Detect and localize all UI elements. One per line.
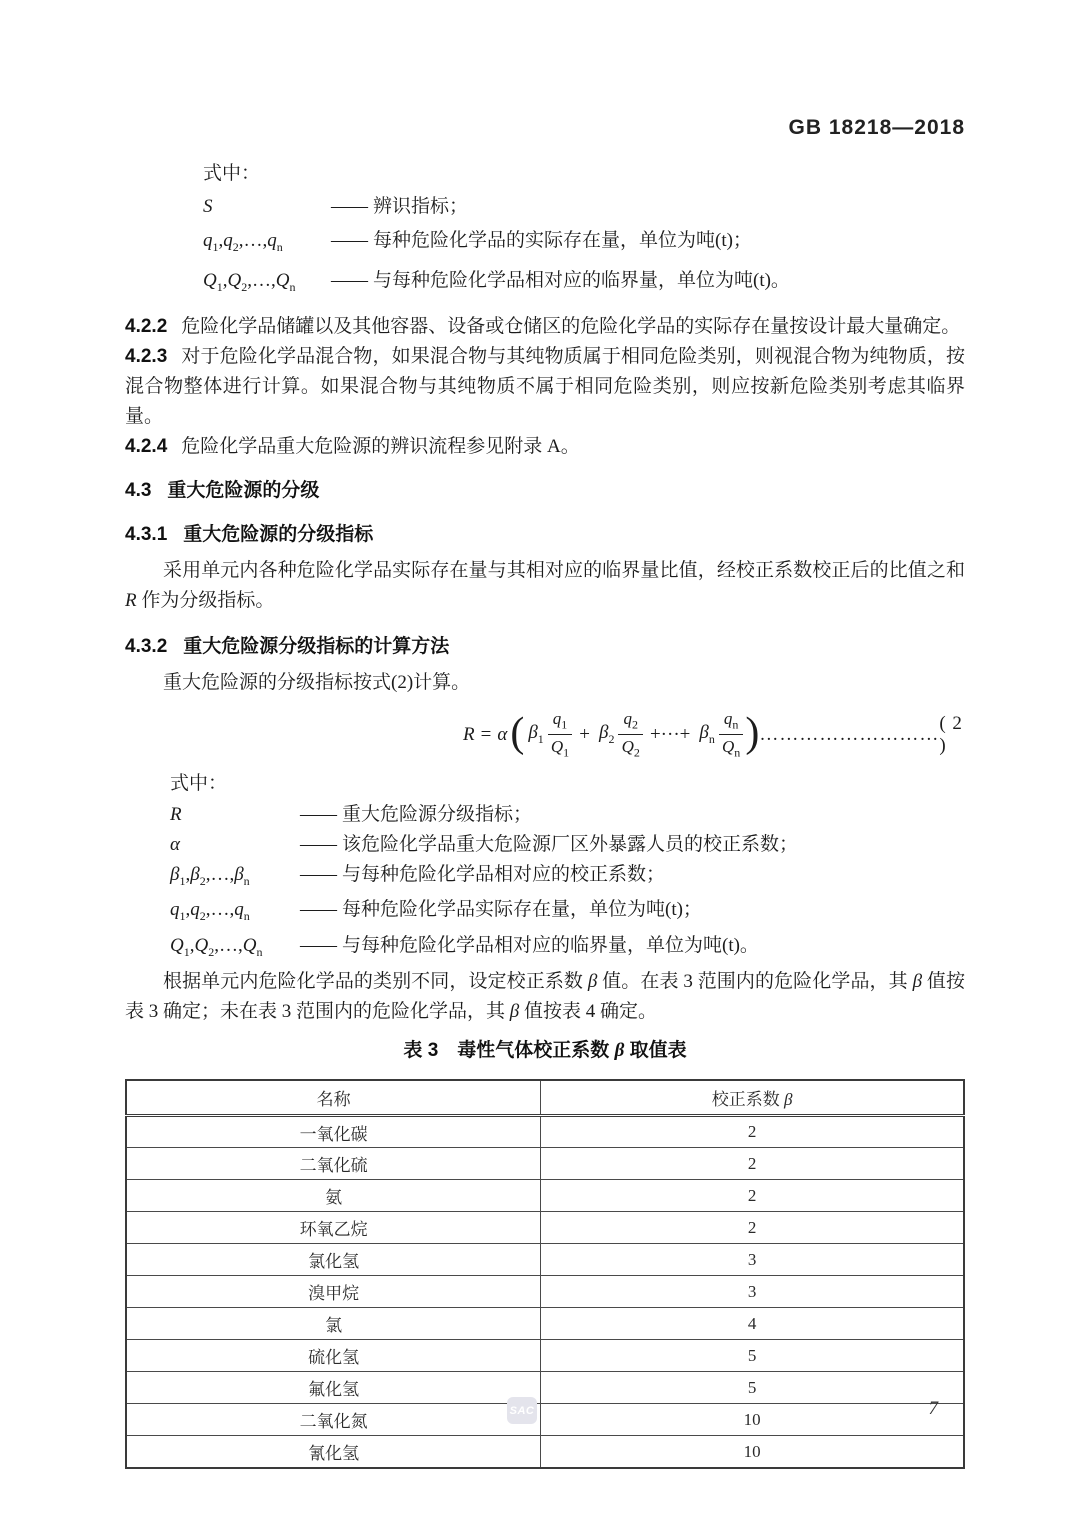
section-heading-4-3-2 (125, 634, 965, 660)
clauses-4-2 (125, 312, 965, 462)
fraction-denominator: $Q_2$ (621, 737, 640, 760)
eq-alpha: α (497, 723, 508, 745)
symbol-definition: 重大危险源分级指标； (342, 803, 533, 825)
symbol-list-2-label: 式中： (170, 772, 228, 794)
chemical-name-cell: 二氧化氮 (126, 1404, 541, 1436)
eq-equals: = (480, 723, 492, 745)
symbol-definition: 与每种危险化学品相对应的临界量，单位为吨(t)。 (373, 269, 790, 291)
equation-number: ( 2 ) (939, 712, 963, 756)
symbol-definition-row (203, 190, 965, 224)
standard-code-header (125, 116, 965, 140)
table3-col-name: 名称 (126, 1080, 541, 1116)
symbol-definition-row (170, 931, 965, 967)
chemical-name-cell: 氯 (126, 1308, 541, 1340)
symbol-definition-row (170, 830, 965, 860)
clause-text: 对于危险化学品混合物，如果混合物与其纯物质属于相同危险类别，则视混合物为纯物质，按混合物整体进行计算。如果混合物与其纯物质不属于相同危险类别，则应按新危险类别考虑其临界量。 (125, 345, 965, 427)
section-title: 重大危险源的分级 (167, 479, 320, 501)
definition-dash: —— (331, 269, 367, 291)
beta-value-cell: 5 (541, 1340, 964, 1372)
symbol-definition: 该危险化学品重大危险源厂区外暴露人员的校正系数； (342, 833, 799, 855)
symbol-list-1-rows (203, 190, 965, 304)
page-number: 7 (928, 1398, 938, 1419)
chemical-name-cell: 氟化氢 (126, 1372, 541, 1404)
eq-plus-1: + (579, 723, 590, 745)
table-row (126, 1372, 964, 1404)
chemical-name-cell: 氨 (126, 1180, 541, 1212)
clause-number: 4.2.4 (125, 435, 168, 457)
definition-dash: —— (300, 833, 336, 855)
table-row (126, 1212, 964, 1244)
section-number: 4.3.2 (125, 635, 168, 657)
chemical-name-cell: 溴甲烷 (126, 1276, 541, 1308)
symbol-term: α (170, 833, 180, 855)
symbol-definition: 辨识指标； (373, 196, 469, 217)
table3-caption: 表 3 毒性气体校正系数 β 取值表 (403, 1039, 687, 1061)
table3 (125, 1079, 965, 1469)
symbol-term: $Q_1,Q_2,\dots,Q_n$ (203, 269, 296, 294)
equation-2 (460, 709, 759, 760)
definition-dash: —— (300, 863, 336, 885)
beta-value-cell: 4 (541, 1308, 964, 1340)
section-heading-4-3-1 (125, 522, 965, 548)
eq-fraction-2 (618, 709, 643, 760)
eq-plus-2: +···+ (649, 723, 691, 745)
standard-code: GB 18218—2018 (788, 116, 965, 139)
table3-header-row (126, 1080, 964, 1116)
beta-paragraph: 根据单元内危险化学品的类别不同，设定校正系数 β 值。在表 3 范围内的危险化学品，其 β 值按表 3 确定；未在表 3 范围内的危险化学品，其 β 值按表 4 确定。 (125, 970, 965, 1022)
clause-paragraph (125, 342, 965, 432)
symbol-definition: 与每种危险化学品相对应的临界量，单位为吨(t)。 (342, 935, 759, 957)
section-number: 4.3.1 (125, 523, 168, 545)
symbol-list-1-label: 式中： (203, 163, 261, 184)
symbol-term: $\beta_1,\beta_2,\dots,\beta_n$ (170, 863, 250, 888)
symbol-list-1 (125, 158, 965, 304)
table-row (126, 1276, 964, 1308)
table-row (126, 1436, 964, 1468)
leader-dots: ……………………… (759, 723, 940, 745)
chemical-name-cell: 二氧化硫 (126, 1148, 541, 1180)
fraction-denominator: $Q_n$ (721, 737, 741, 760)
symbol-definition: 与每种危险化学品相对应的校正系数； (342, 863, 666, 885)
fraction-numerator: $q_2$ (618, 709, 643, 735)
table-row (126, 1116, 964, 1148)
beta-value-cell: 10 (541, 1436, 964, 1468)
eq-coef-2: $\beta_2$ (599, 722, 615, 746)
table3-body (126, 1116, 964, 1468)
beta-value-cell: 2 (541, 1180, 964, 1212)
eq-fraction-n (719, 709, 744, 760)
symbol-term: S (203, 196, 213, 217)
definition-dash: —— (300, 803, 336, 825)
symbol-term: R (170, 803, 182, 825)
symbol-definition: 每种危险化学品实际存在量，单位为吨(t)； (342, 899, 702, 921)
clause-text: 危险化学品储罐以及其他容器、设备或仓储区的危险化学品的实际存在量按设计最大量确定。 (181, 315, 961, 337)
fraction-numerator: $q_n$ (719, 709, 744, 735)
beta-value-cell: 3 (541, 1276, 964, 1308)
symbol-definition-row (170, 895, 965, 931)
clause-text: 危险化学品重大危险源的辨识流程参见附录 A。 (181, 435, 580, 457)
chemical-name-cell: 氰化氢 (126, 1436, 541, 1468)
close-paren: ) (745, 709, 760, 756)
table-row (126, 1340, 964, 1372)
eq-lhs: R (463, 723, 475, 745)
equation-leader (759, 713, 965, 757)
table-row (126, 1404, 964, 1436)
section-title: 重大危险源的分级指标 (183, 523, 374, 545)
table-row (126, 1148, 964, 1180)
fraction-numerator: $q_1$ (548, 709, 573, 735)
beta-value-cell: 2 (541, 1148, 964, 1180)
symbol-definition: 每种危险化学品的实际存在量，单位为吨(t)； (373, 230, 752, 251)
table-row (126, 1180, 964, 1212)
eq-fraction-1 (548, 709, 573, 760)
chemical-name-cell: 环氧乙烷 (126, 1212, 541, 1244)
section-heading-4-3 (125, 478, 965, 504)
beta-value-cell: 2 (541, 1212, 964, 1244)
symbol-list-2-rows (170, 800, 965, 967)
table-row (126, 1244, 964, 1276)
clause-paragraph (125, 432, 965, 462)
sac-watermark-logo: SAC (507, 1397, 537, 1424)
definition-dash: —— (300, 899, 336, 921)
symbol-term: $q_1,q_2,\dots,q_n$ (203, 230, 283, 254)
open-paren: ( (510, 709, 525, 756)
section-number: 4.3 (125, 479, 152, 501)
clause-number: 4.2.2 (125, 315, 168, 337)
symbol-definition-row (170, 800, 965, 830)
clause-number: 4.2.3 (125, 345, 168, 367)
eq-coef-1: $\beta_1$ (528, 722, 544, 746)
definition-dash: —— (331, 230, 367, 251)
definition-dash: —— (331, 196, 367, 217)
table-row (126, 1308, 964, 1340)
table3-col-beta: 校正系数 β (541, 1080, 964, 1116)
symbol-term: $q_1,q_2,\dots,q_n$ (170, 899, 250, 924)
section-title: 重大危险源分级指标的计算方法 (183, 635, 450, 657)
symbol-definition-row (203, 264, 965, 304)
symbol-definition-row (170, 860, 965, 896)
fraction-denominator: $Q_1$ (550, 737, 570, 760)
clause-paragraph (125, 312, 965, 342)
equation-2-row (125, 704, 965, 766)
beta-value-cell: 10 (541, 1404, 964, 1436)
eq-coef-n: $\beta_n$ (699, 722, 715, 746)
chemical-name-cell: 一氧化碳 (126, 1116, 541, 1148)
symbol-term: $Q_1,Q_2,\dots,Q_n$ (170, 935, 263, 959)
symbol-definition-row (203, 224, 965, 264)
symbol-list-2 (125, 768, 965, 967)
beta-value-cell: 2 (541, 1116, 964, 1148)
beta-value-cell: 3 (541, 1244, 964, 1276)
beta-value-cell: 5 (541, 1372, 964, 1404)
paragraph-4-3-1: 采用单元内各种危险化学品实际存在量与其相对应的临界量比值，经校正系数校正后的比值之和 R 作为分级指标。 (125, 559, 965, 611)
chemical-name-cell: 氯化氢 (126, 1244, 541, 1276)
chemical-name-cell: 硫化氢 (126, 1340, 541, 1372)
formula-intro: 重大危险源的分级指标按式(2)计算。 (163, 671, 471, 693)
definition-dash: —— (300, 935, 336, 957)
